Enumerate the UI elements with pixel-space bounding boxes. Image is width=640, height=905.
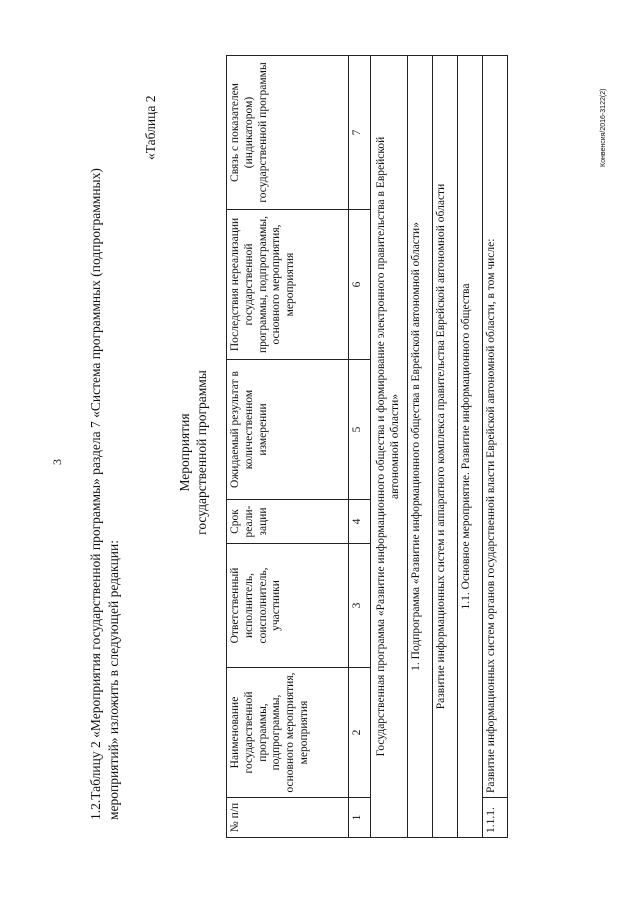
column-numbers-row [349,56,371,838]
header-term: Срок реали-зации [227,500,349,544]
item-number: 1.1.1. [482,798,507,838]
header-indicator-link: Связь с показателем (индикатором) государственной программы [227,56,349,210]
header-number: № п/п [227,798,349,838]
intro-text-line-2: мероприятий» изложить в следующей редакции: [106,540,121,820]
item-row [482,56,507,838]
table-header-row [227,56,349,838]
program-title: Государственная программа «Развитие информационного общества и формирование электронного правительства в Еврейской автономной области» [371,56,408,838]
intro-text-line-1: 1.2.Таблицу 2 «Мероприятия государственной программы» раздела 7 «Система программных (подпрограммных) [88,168,103,820]
section-subtitle: государственной программы [194,370,209,535]
column-number: 6 [349,210,371,360]
events-table [226,55,508,838]
footer-document-code: Конвенсия/2016-3122(2) [600,88,607,167]
column-number: 5 [349,360,371,500]
page-number: 3 [50,459,64,465]
item-text: Развитие информационных систем органов государственной власти Еврейской автономной области, в том числе: [482,56,507,798]
column-number: 3 [349,544,371,668]
subprogram-title: 1. Подпрограмма «Развитие информационного общества в Еврейской автономной области» [407,56,432,838]
header-expected-result: Ожидаемый результат в количественном измерении [227,360,349,500]
systems-title: Развитие информационных систем и аппаратного комплекса правительства Еврейской автономной области [432,56,457,838]
section-title: Мероприятия [177,413,192,492]
main-event-row [457,56,482,838]
header-consequences: Последствия нереализации государственной программы, подпрограммы, основного мероприятия, мероприятия [227,210,349,360]
systems-row [432,56,457,838]
table-caption: «Таблица 2 [143,95,158,160]
column-number: 4 [349,500,371,544]
column-number: 2 [349,668,371,798]
program-row [371,56,408,838]
header-executor: Ответственный исполнитель, соисполнитель, участники [227,544,349,668]
subprogram-row [407,56,432,838]
header-name: Наименование государственной программы, подпрограммы, основного мероприятия, мероприятия [227,668,349,798]
column-number: 7 [349,56,371,210]
column-number: 1 [349,798,371,838]
main-event-title: 1.1. Основное мероприятие. Развитие информационного общества [457,56,482,838]
